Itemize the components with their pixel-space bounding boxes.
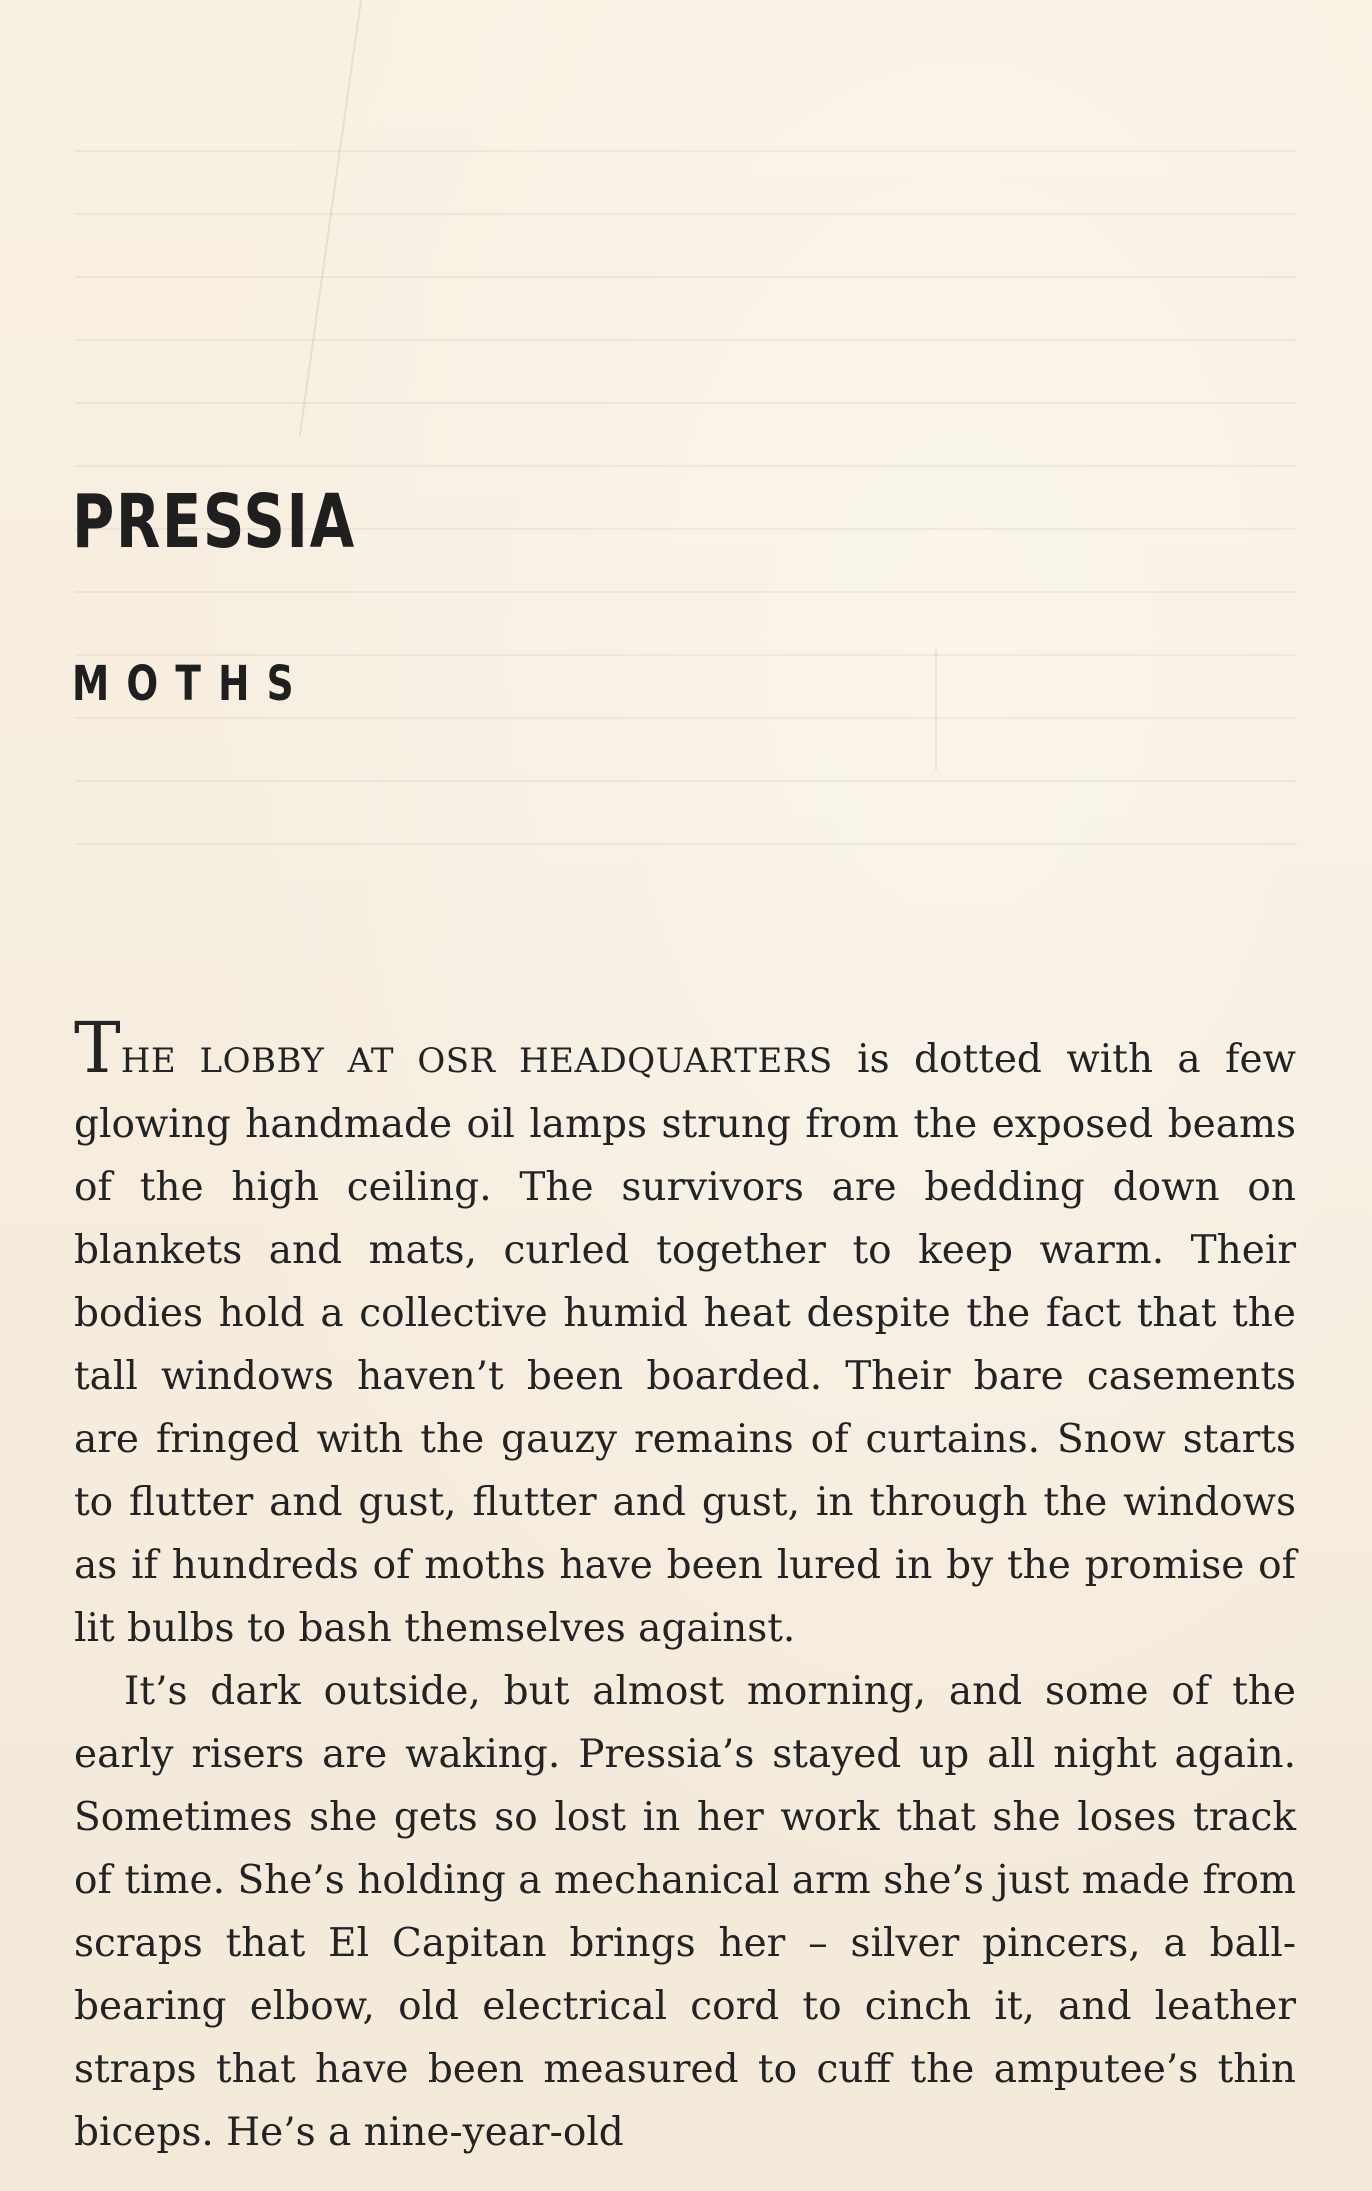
opening-small-caps: HE LOBBY AT OSR HEADQUARTERS [120,1041,833,1081]
paragraph-1 [74,1007,1296,1660]
chapter-title: MOTHS [72,656,311,712]
drop-cap: T [74,1007,121,1089]
paragraph-1-text: is dotted with a few glowing handmade oil lamps strung from the exposed beams of the high ceiling. The survivors are bedding down on blankets and mats, curled together to keep warm. Their bodies hold a collective humid heat despite the fact that the tall windows haven’t been boarded. Their bare casements are fringed with the gauzy remains of curtains. Snow starts to flutter and gust, flutter and gust, in through the windows as if hundreds of moths have been lured in by the promise of lit bulbs to bash themselves against. [74,1037,1296,1651]
body-text [74,1007,1296,2164]
paragraph-2 [74,1660,1296,2164]
chapter-name: PRESSIA [72,479,356,565]
paragraph-2-text: It’s dark outside, but almost morning, and some of the early risers are waking. Pressia’s stayed up all night again. Sometimes she gets so lost in her work that she loses track of time. She’s holding a mechanical arm she’s just made from scraps that El Capitan brings her – silver pincers, a ball-bearing elbow, old electrical cord to cinch it, and leather straps that have been measured to cuff the amputee’s thin biceps. He’s a nine-year-old [74,1669,1296,2155]
paper-crease [935,650,937,770]
